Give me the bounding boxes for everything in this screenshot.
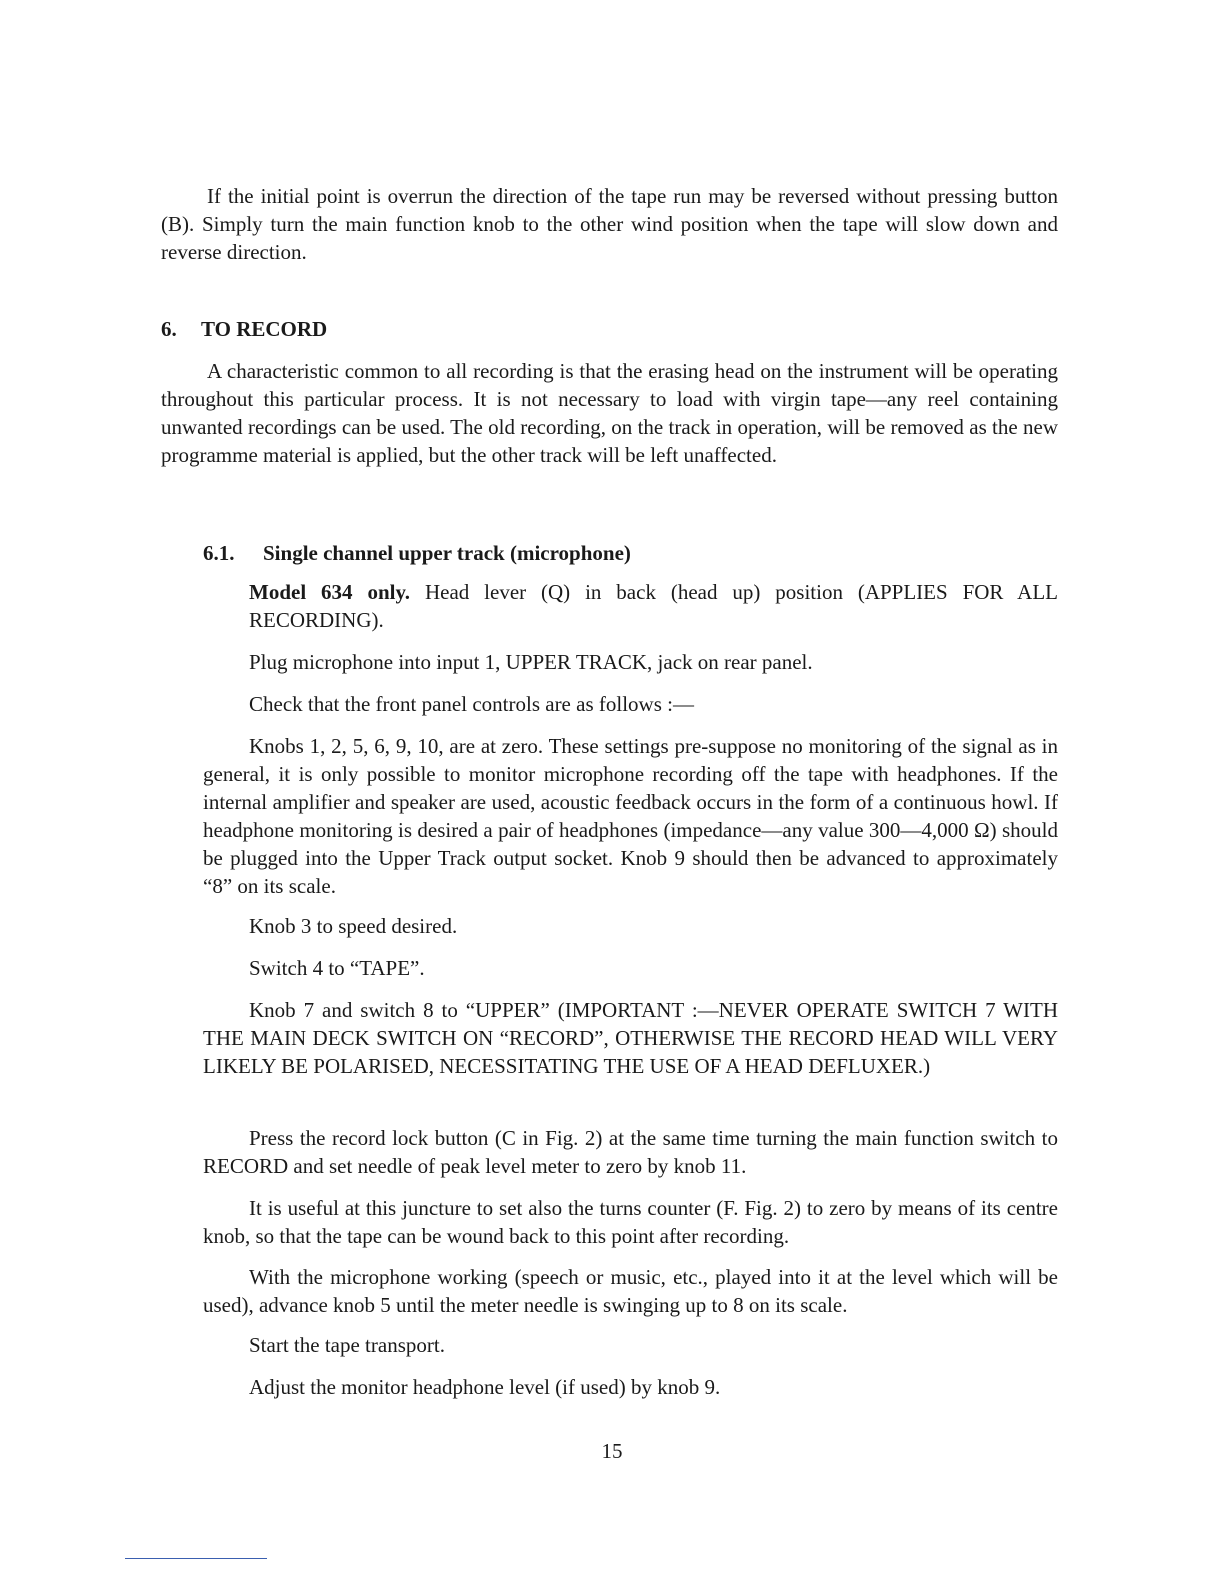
knob7-paragraph: Knob 7 and switch 8 to “UPPER” (IMPORTANT :—NEVER OPERATE SWITCH 7 WITH THE MAIN DECK SWITCH ON “RECORD”, OTHERWISE THE RECORD HEAD WILL VERY LIKELY BE POLARISED, NECESSITATING THE USE OF A HEAD DEFLUXER.) [203,998,1058,1078]
knob3-paragraph: Knob 3 to speed desired. [249,914,458,938]
page-number: 15 [601,1439,623,1463]
check-paragraph: Check that the front panel controls are as follows :— [249,692,694,716]
press-paragraph: Press the record lock button (C in Fig. 2) at the same time turning the main function switch to RECORD and set needle of peak level meter to zero by knob 11. [203,1126,1058,1178]
knobs-zero-paragraph: Knobs 1, 2, 5, 6, 9, 10, are at zero. These settings pre-suppose no monitoring of the signal as in general, it is only possible to monitor microphone recording off the tape with headphones. If the internal amplifier and speaker are used, acoustic feedback occurs in the form of a continuous howl. If headphone monitoring is desired a pair of headphones (impedance—any value 300—4,000 Ω) should be plugged into the Upper Track output socket. Knob 9 should then be advanced to approximately “8” on its scale. [203,734,1058,898]
model-text: Head lever (Q) in back (head up) position (APPLIES FOR ALL RECORDING). [249,580,1058,632]
section-6-heading [161,315,327,343]
start-paragraph: Start the tape transport. [249,1333,445,1357]
switch4-paragraph: Switch 4 to “TAPE”. [249,956,425,980]
section-6-1-number: 6.1. [203,541,235,565]
model-paragraph [249,578,1058,634]
adjust-paragraph: Adjust the monitor headphone level (if used) by knob 9. [249,1375,721,1399]
section-6-1-title: Single channel upper track (microphone) [263,541,631,565]
plug-paragraph: Plug microphone into input 1, UPPER TRACK, jack on rear panel. [249,650,813,674]
intro-paragraph: If the initial point is overrun the direction of the tape run may be reversed without pressing button (B). Simply turn the main function knob to the other wind position when the tape will slow down and reverse direction. [161,184,1058,264]
footer-rule [125,1558,267,1559]
section-6-title: TO RECORD [201,317,328,341]
microphone-paragraph: With the microphone working (speech or music, etc., played into it at the level which will be used), advance knob 5 until the meter needle is swinging up to 8 on its scale. [203,1265,1058,1317]
useful-paragraph: It is useful at this juncture to set also the turns counter (F. Fig. 2) to zero by means of its centre knob, so that the tape can be wound back to this point after recording. [203,1196,1058,1248]
section-6-1-heading [203,539,631,567]
section-6-paragraph: A characteristic common to all recording is that the erasing head on the instrument will be operating throughout this particular process. It is not necessary to load with virgin tape—any reel containing unwanted recordings can be used. The old recording, on the track in operation, will be removed as the new programme material is applied, but the other track will be left unaffected. [161,359,1058,467]
model-label: Model 634 only. [249,580,411,604]
section-6-number: 6. [161,317,177,341]
